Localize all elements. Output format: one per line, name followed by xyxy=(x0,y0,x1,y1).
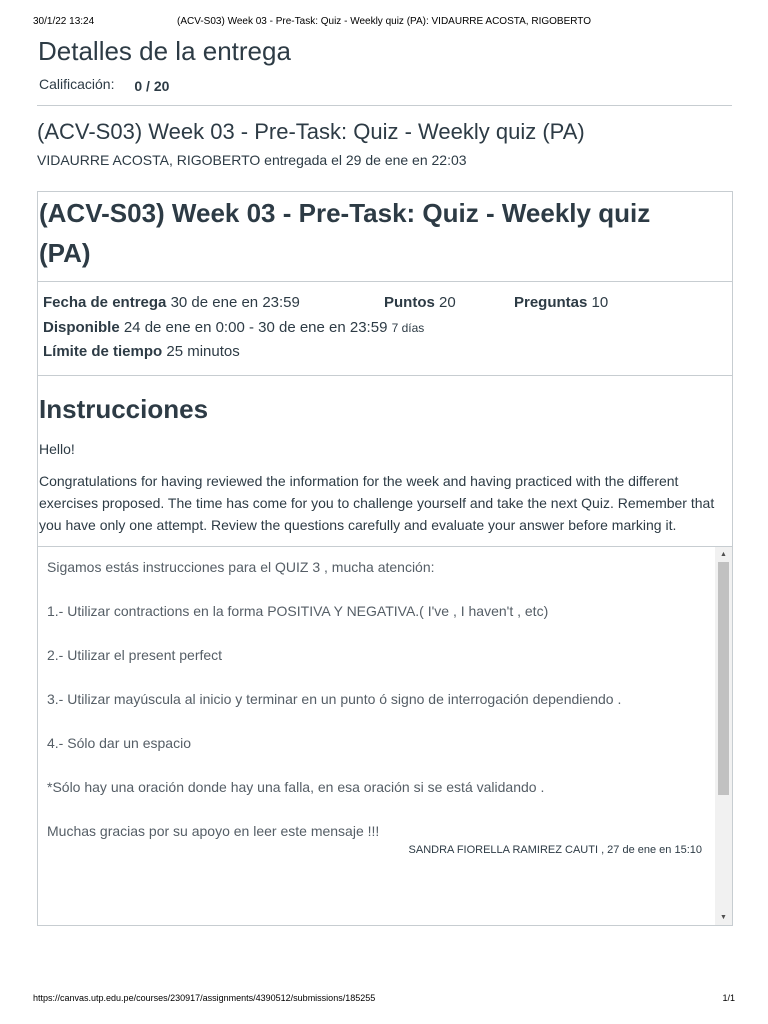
available-value: 24 de ene en 0:00 - 30 de ene en 23:59 xyxy=(123,318,388,336)
grade-label: Calificación: xyxy=(39,76,115,92)
print-footer xyxy=(33,993,735,1007)
assignment-details xyxy=(38,282,732,376)
print-document-title: (ACV-S03) Week 03 - Pre-Task: Quiz - Weekly quiz (PA): VIDAURRE ACOSTA, RIGOBERTO xyxy=(177,16,591,27)
available-days: 7 días xyxy=(391,320,425,335)
available-label: Disponible xyxy=(43,318,120,336)
points-value: 20 xyxy=(439,294,456,311)
submitted-by-text: VIDAURRE ACOSTA, RIGOBERTO entregada el 29 de ene en 22:03 xyxy=(37,152,467,168)
scroll-down-icon[interactable]: ▼ xyxy=(720,913,727,921)
submission-details xyxy=(37,34,733,926)
instructions-body: Congratulations for having reviewed the information for the week and having practiced with the different exercises proposed. The time has come for you to challenge yourself and take the next Quiz. Remember that you have only one attempt. Review the questions carefully and evaluate your answer before marking it. xyxy=(39,472,715,533)
questions-value: 10 xyxy=(591,294,609,311)
divider xyxy=(37,105,732,106)
points-item xyxy=(384,291,514,316)
grade-value: 0 / 20 xyxy=(134,78,170,94)
comment-line: 2.- Utilizar el present perfect xyxy=(47,646,223,663)
comment-line: Sigamos estás instrucciones para el QUIZ 3 , mucha atención: xyxy=(47,558,435,575)
due-date-value: 30 de ene en 23:59 xyxy=(170,294,300,311)
comment-line: 3.- Utilizar mayúscula al inicio y terminar en un punto ó signo de interrogación dependiendo . xyxy=(47,690,622,707)
scroll-up-icon[interactable]: ▲ xyxy=(720,550,727,558)
instructions-heading: Instrucciones xyxy=(39,393,209,424)
questions-item xyxy=(514,291,608,316)
submission-assignment-title: (ACV-S03) Week 03 - Pre-Task: Quiz - Weekly quiz (PA) xyxy=(37,119,585,144)
comment-panel[interactable] xyxy=(38,546,732,925)
comment-line: 4.- Sólo dar un espacio xyxy=(47,734,191,751)
comment-line: *Sólo hay una oración donde hay una falla, en esa oración si se está validando . xyxy=(47,778,545,795)
assignment-title: (ACV-S03) Week 03 - Pre-Task: Quiz - Weekly quiz (PA) xyxy=(38,192,732,282)
scroll-thumb[interactable] xyxy=(718,562,729,795)
details-row-1 xyxy=(43,291,727,316)
comment-text xyxy=(38,547,732,858)
time-limit-value: 25 minutos xyxy=(166,343,240,360)
details-row-2 xyxy=(43,316,727,341)
scrollbar[interactable] xyxy=(715,547,732,925)
page-title: Detalles de la entrega xyxy=(38,36,291,66)
instructions-section xyxy=(38,376,732,536)
comment-author-meta: SANDRA FIORELLA RAMIREZ CAUTI , 27 de ene en 15:10 xyxy=(408,843,702,856)
time-limit-label: Límite de tiempo xyxy=(43,343,163,360)
instructions-greeting: Hello! xyxy=(39,440,75,457)
due-date-item xyxy=(43,291,384,316)
grade-row xyxy=(39,76,733,96)
questions-label: Preguntas xyxy=(514,294,588,311)
points-label: Puntos xyxy=(384,294,435,311)
comment-line: 1.- Utilizar contractions en la forma POSITIVA Y NEGATIVA.( I've , I haven't , etc) xyxy=(47,602,549,619)
page-number: 1/1 xyxy=(722,993,735,1003)
assignment-box xyxy=(37,191,733,926)
print-url: https://canvas.utp.edu.pe/courses/230917/assignments/4390512/submissions/185255 xyxy=(33,993,376,1003)
details-row-3 xyxy=(43,340,727,365)
due-date-label: Fecha de entrega xyxy=(43,294,167,311)
print-date: 30/1/22 13:24 xyxy=(33,16,95,27)
print-header xyxy=(33,16,735,30)
comment-line: Muchas gracias por su apoyo en leer este mensaje !!! xyxy=(47,822,380,839)
